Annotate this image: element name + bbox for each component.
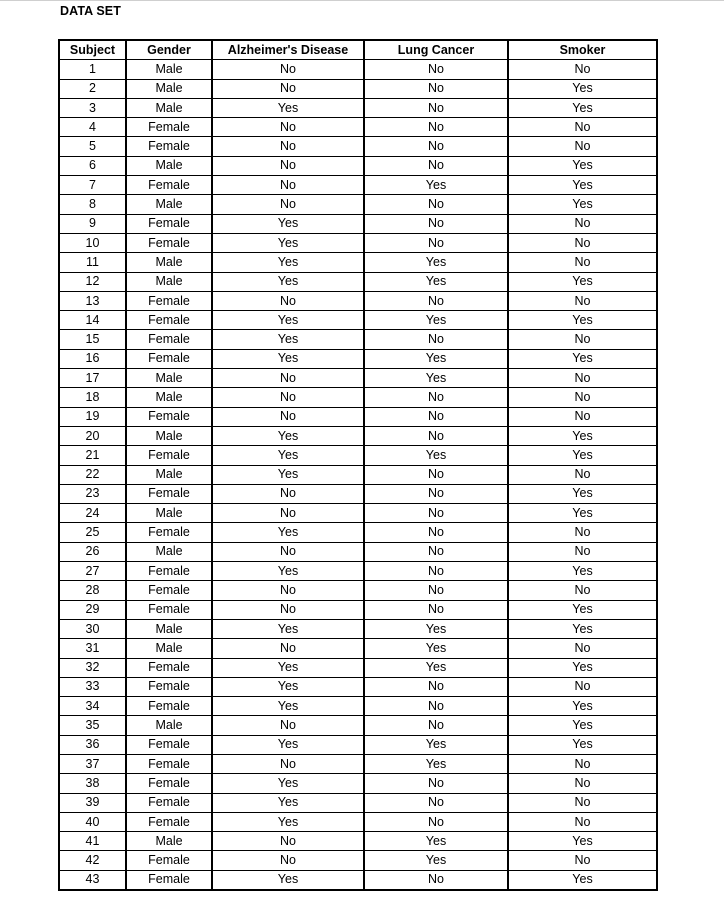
cell-subject: 18: [59, 388, 126, 407]
table-row: [59, 388, 657, 407]
cell-gender: Male: [126, 60, 212, 79]
cell-subject: 17: [59, 369, 126, 388]
cell-lung-cancer: No: [364, 716, 508, 735]
cell-lung-cancer: Yes: [364, 754, 508, 773]
cell-smoker: Yes: [508, 735, 657, 754]
cell-lung-cancer: Yes: [364, 658, 508, 677]
table-row: [59, 214, 657, 233]
table-row: [59, 118, 657, 137]
table-row: [59, 291, 657, 310]
table-row: [59, 658, 657, 677]
cell-gender: Female: [126, 774, 212, 793]
cell-subject: 27: [59, 562, 126, 581]
cell-gender: Male: [126, 388, 212, 407]
cell-subject: 39: [59, 793, 126, 812]
cell-alzheimers: Yes: [212, 562, 364, 581]
cell-smoker: Yes: [508, 426, 657, 445]
table-row: [59, 60, 657, 79]
cell-alzheimers: No: [212, 195, 364, 214]
cell-subject: 4: [59, 118, 126, 137]
cell-smoker: Yes: [508, 658, 657, 677]
cell-subject: 40: [59, 812, 126, 831]
cell-gender: Male: [126, 253, 212, 272]
cell-smoker: Yes: [508, 562, 657, 581]
cell-smoker: Yes: [508, 79, 657, 98]
cell-smoker: Yes: [508, 870, 657, 890]
cell-smoker: No: [508, 137, 657, 156]
cell-subject: 15: [59, 330, 126, 349]
cell-gender: Female: [126, 176, 212, 195]
cell-smoker: No: [508, 812, 657, 831]
cell-alzheimers: No: [212, 600, 364, 619]
cell-gender: Male: [126, 369, 212, 388]
cell-smoker: No: [508, 851, 657, 870]
cell-lung-cancer: Yes: [364, 311, 508, 330]
cell-gender: Female: [126, 870, 212, 890]
cell-smoker: Yes: [508, 716, 657, 735]
cell-lung-cancer: Yes: [364, 639, 508, 658]
cell-lung-cancer: No: [364, 388, 508, 407]
cell-subject: 21: [59, 446, 126, 465]
cell-subject: 41: [59, 832, 126, 851]
cell-lung-cancer: No: [364, 291, 508, 310]
cell-gender: Male: [126, 156, 212, 175]
cell-alzheimers: Yes: [212, 426, 364, 445]
table-row: [59, 523, 657, 542]
cell-smoker: Yes: [508, 156, 657, 175]
cell-smoker: No: [508, 677, 657, 696]
cell-smoker: No: [508, 118, 657, 137]
cell-alzheimers: Yes: [212, 349, 364, 368]
cell-gender: Female: [126, 118, 212, 137]
cell-smoker: No: [508, 388, 657, 407]
cell-alzheimers: No: [212, 716, 364, 735]
cell-gender: Male: [126, 832, 212, 851]
cell-alzheimers: Yes: [212, 677, 364, 696]
cell-subject: 2: [59, 79, 126, 98]
cell-smoker: Yes: [508, 176, 657, 195]
cell-gender: Female: [126, 600, 212, 619]
cell-alzheimers: No: [212, 176, 364, 195]
cell-lung-cancer: No: [364, 542, 508, 561]
cell-smoker: Yes: [508, 697, 657, 716]
cell-subject: 12: [59, 272, 126, 291]
cell-alzheimers: Yes: [212, 446, 364, 465]
cell-lung-cancer: Yes: [364, 735, 508, 754]
cell-subject: 16: [59, 349, 126, 368]
table-row: [59, 426, 657, 445]
cell-lung-cancer: Yes: [364, 349, 508, 368]
table-row: [59, 697, 657, 716]
cell-lung-cancer: No: [364, 156, 508, 175]
cell-lung-cancer: No: [364, 195, 508, 214]
cell-lung-cancer: Yes: [364, 272, 508, 291]
cell-alzheimers: Yes: [212, 330, 364, 349]
cell-subject: 1: [59, 60, 126, 79]
table-row: [59, 504, 657, 523]
cell-alzheimers: No: [212, 369, 364, 388]
cell-subject: 19: [59, 407, 126, 426]
cell-alzheimers: No: [212, 388, 364, 407]
column-header-subject: Subject: [59, 40, 126, 60]
cell-alzheimers: Yes: [212, 253, 364, 272]
table-row: [59, 98, 657, 117]
table-row: [59, 542, 657, 561]
cell-subject: 26: [59, 542, 126, 561]
cell-alzheimers: No: [212, 291, 364, 310]
cell-gender: Female: [126, 812, 212, 831]
cell-lung-cancer: No: [364, 774, 508, 793]
cell-smoker: Yes: [508, 195, 657, 214]
table-row: [59, 754, 657, 773]
cell-gender: Male: [126, 98, 212, 117]
cell-lung-cancer: No: [364, 562, 508, 581]
cell-subject: 37: [59, 754, 126, 773]
cell-lung-cancer: No: [364, 697, 508, 716]
table-row: [59, 79, 657, 98]
cell-alzheimers: No: [212, 542, 364, 561]
cell-subject: 24: [59, 504, 126, 523]
cell-alzheimers: Yes: [212, 619, 364, 638]
cell-lung-cancer: No: [364, 98, 508, 117]
cell-lung-cancer: No: [364, 79, 508, 98]
cell-subject: 20: [59, 426, 126, 445]
cell-subject: 7: [59, 176, 126, 195]
cell-alzheimers: Yes: [212, 774, 364, 793]
cell-lung-cancer: No: [364, 677, 508, 696]
table-row: [59, 774, 657, 793]
table-row: [59, 407, 657, 426]
cell-smoker: Yes: [508, 619, 657, 638]
cell-alzheimers: No: [212, 156, 364, 175]
cell-alzheimers: Yes: [212, 214, 364, 233]
table-row: [59, 253, 657, 272]
data-table: [58, 39, 658, 891]
cell-gender: Female: [126, 349, 212, 368]
cell-smoker: No: [508, 60, 657, 79]
column-header-lung-cancer: Lung Cancer: [364, 40, 508, 60]
table-row: [59, 677, 657, 696]
table-row: [59, 369, 657, 388]
cell-alzheimers: Yes: [212, 793, 364, 812]
cell-gender: Male: [126, 195, 212, 214]
cell-smoker: Yes: [508, 446, 657, 465]
cell-subject: 29: [59, 600, 126, 619]
cell-alzheimers: No: [212, 79, 364, 98]
cell-smoker: Yes: [508, 504, 657, 523]
cell-gender: Male: [126, 504, 212, 523]
cell-subject: 36: [59, 735, 126, 754]
cell-smoker: No: [508, 523, 657, 542]
cell-smoker: No: [508, 542, 657, 561]
cell-subject: 35: [59, 716, 126, 735]
cell-alzheimers: Yes: [212, 812, 364, 831]
cell-gender: Female: [126, 658, 212, 677]
cell-subject: 11: [59, 253, 126, 272]
cell-subject: 9: [59, 214, 126, 233]
cell-gender: Female: [126, 311, 212, 330]
table-row: [59, 195, 657, 214]
cell-lung-cancer: No: [364, 118, 508, 137]
cell-gender: Male: [126, 272, 212, 291]
cell-smoker: No: [508, 639, 657, 658]
cell-alzheimers: Yes: [212, 870, 364, 890]
cell-smoker: No: [508, 407, 657, 426]
cell-gender: Female: [126, 214, 212, 233]
cell-subject: 14: [59, 311, 126, 330]
cell-subject: 3: [59, 98, 126, 117]
cell-smoker: No: [508, 754, 657, 773]
cell-subject: 23: [59, 484, 126, 503]
cell-alzheimers: No: [212, 639, 364, 658]
cell-smoker: No: [508, 233, 657, 252]
cell-gender: Female: [126, 291, 212, 310]
cell-alzheimers: No: [212, 504, 364, 523]
table-row: [59, 851, 657, 870]
table-row: [59, 349, 657, 368]
cell-gender: Female: [126, 446, 212, 465]
cell-gender: Male: [126, 639, 212, 658]
cell-alzheimers: No: [212, 60, 364, 79]
cell-gender: Male: [126, 426, 212, 445]
cell-alzheimers: No: [212, 581, 364, 600]
cell-subject: 6: [59, 156, 126, 175]
cell-smoker: No: [508, 581, 657, 600]
cell-alzheimers: Yes: [212, 311, 364, 330]
cell-smoker: Yes: [508, 98, 657, 117]
cell-smoker: Yes: [508, 349, 657, 368]
cell-subject: 22: [59, 465, 126, 484]
cell-alzheimers: Yes: [212, 465, 364, 484]
cell-smoker: No: [508, 774, 657, 793]
cell-smoker: No: [508, 330, 657, 349]
header-row: [59, 40, 657, 60]
table-row: [59, 870, 657, 890]
cell-gender: Male: [126, 465, 212, 484]
cell-gender: Female: [126, 735, 212, 754]
table-row: [59, 735, 657, 754]
cell-smoker: No: [508, 793, 657, 812]
cell-alzheimers: Yes: [212, 735, 364, 754]
cell-alzheimers: Yes: [212, 523, 364, 542]
table-row: [59, 446, 657, 465]
cell-gender: Male: [126, 542, 212, 561]
cell-lung-cancer: Yes: [364, 176, 508, 195]
cell-gender: Female: [126, 754, 212, 773]
table-row: [59, 272, 657, 291]
table-row: [59, 465, 657, 484]
cell-smoker: No: [508, 214, 657, 233]
table-row: [59, 832, 657, 851]
cell-gender: Female: [126, 523, 212, 542]
cell-subject: 8: [59, 195, 126, 214]
top-rule: [0, 0, 724, 1]
cell-subject: 28: [59, 581, 126, 600]
cell-lung-cancer: No: [364, 870, 508, 890]
cell-gender: Female: [126, 581, 212, 600]
cell-gender: Female: [126, 562, 212, 581]
cell-gender: Female: [126, 407, 212, 426]
cell-subject: 38: [59, 774, 126, 793]
cell-smoker: No: [508, 253, 657, 272]
cell-lung-cancer: No: [364, 137, 508, 156]
cell-smoker: Yes: [508, 311, 657, 330]
table-row: [59, 137, 657, 156]
column-header-alzheimers: Alzheimer's Disease: [212, 40, 364, 60]
cell-lung-cancer: No: [364, 407, 508, 426]
cell-smoker: Yes: [508, 600, 657, 619]
cell-lung-cancer: Yes: [364, 832, 508, 851]
cell-gender: Female: [126, 851, 212, 870]
column-header-gender: Gender: [126, 40, 212, 60]
cell-smoker: No: [508, 465, 657, 484]
cell-alzheimers: No: [212, 407, 364, 426]
cell-alzheimers: Yes: [212, 98, 364, 117]
cell-lung-cancer: No: [364, 330, 508, 349]
cell-subject: 13: [59, 291, 126, 310]
table-row: [59, 562, 657, 581]
cell-gender: Female: [126, 137, 212, 156]
table-row: [59, 600, 657, 619]
cell-alzheimers: Yes: [212, 272, 364, 291]
cell-gender: Female: [126, 330, 212, 349]
cell-subject: 34: [59, 697, 126, 716]
cell-subject: 32: [59, 658, 126, 677]
cell-subject: 42: [59, 851, 126, 870]
cell-alzheimers: No: [212, 484, 364, 503]
cell-smoker: No: [508, 291, 657, 310]
cell-lung-cancer: No: [364, 214, 508, 233]
table-row: [59, 484, 657, 503]
cell-lung-cancer: Yes: [364, 619, 508, 638]
table-header: [59, 40, 657, 60]
cell-smoker: No: [508, 369, 657, 388]
table-row: [59, 311, 657, 330]
cell-lung-cancer: No: [364, 600, 508, 619]
cell-lung-cancer: No: [364, 504, 508, 523]
table-row: [59, 156, 657, 175]
cell-gender: Female: [126, 233, 212, 252]
cell-subject: 33: [59, 677, 126, 696]
cell-lung-cancer: Yes: [364, 253, 508, 272]
cell-alzheimers: No: [212, 137, 364, 156]
table-body: [59, 60, 657, 890]
table-row: [59, 793, 657, 812]
cell-lung-cancer: No: [364, 793, 508, 812]
table-row: [59, 812, 657, 831]
cell-smoker: Yes: [508, 832, 657, 851]
cell-smoker: Yes: [508, 272, 657, 291]
cell-lung-cancer: No: [364, 523, 508, 542]
cell-subject: 43: [59, 870, 126, 890]
cell-lung-cancer: No: [364, 233, 508, 252]
cell-lung-cancer: No: [364, 812, 508, 831]
cell-smoker: Yes: [508, 484, 657, 503]
cell-lung-cancer: Yes: [364, 851, 508, 870]
table-row: [59, 176, 657, 195]
cell-alzheimers: No: [212, 832, 364, 851]
cell-subject: 25: [59, 523, 126, 542]
cell-lung-cancer: No: [364, 465, 508, 484]
cell-alzheimers: Yes: [212, 658, 364, 677]
cell-gender: Female: [126, 793, 212, 812]
cell-gender: Female: [126, 697, 212, 716]
cell-subject: 30: [59, 619, 126, 638]
column-header-smoker: Smoker: [508, 40, 657, 60]
table-row: [59, 619, 657, 638]
cell-gender: Male: [126, 716, 212, 735]
table-row: [59, 716, 657, 735]
cell-lung-cancer: No: [364, 426, 508, 445]
cell-lung-cancer: No: [364, 60, 508, 79]
cell-gender: Female: [126, 677, 212, 696]
cell-gender: Female: [126, 484, 212, 503]
cell-subject: 31: [59, 639, 126, 658]
table-row: [59, 639, 657, 658]
cell-lung-cancer: No: [364, 484, 508, 503]
cell-alzheimers: No: [212, 118, 364, 137]
cell-subject: 5: [59, 137, 126, 156]
cell-alzheimers: No: [212, 851, 364, 870]
cell-subject: 10: [59, 233, 126, 252]
table-row: [59, 330, 657, 349]
cell-gender: Male: [126, 79, 212, 98]
page-heading: DATA SET: [60, 4, 121, 18]
table-row: [59, 233, 657, 252]
cell-alzheimers: Yes: [212, 233, 364, 252]
cell-alzheimers: No: [212, 754, 364, 773]
cell-lung-cancer: Yes: [364, 446, 508, 465]
cell-gender: Male: [126, 619, 212, 638]
cell-lung-cancer: Yes: [364, 369, 508, 388]
cell-lung-cancer: No: [364, 581, 508, 600]
cell-alzheimers: Yes: [212, 697, 364, 716]
table-row: [59, 581, 657, 600]
